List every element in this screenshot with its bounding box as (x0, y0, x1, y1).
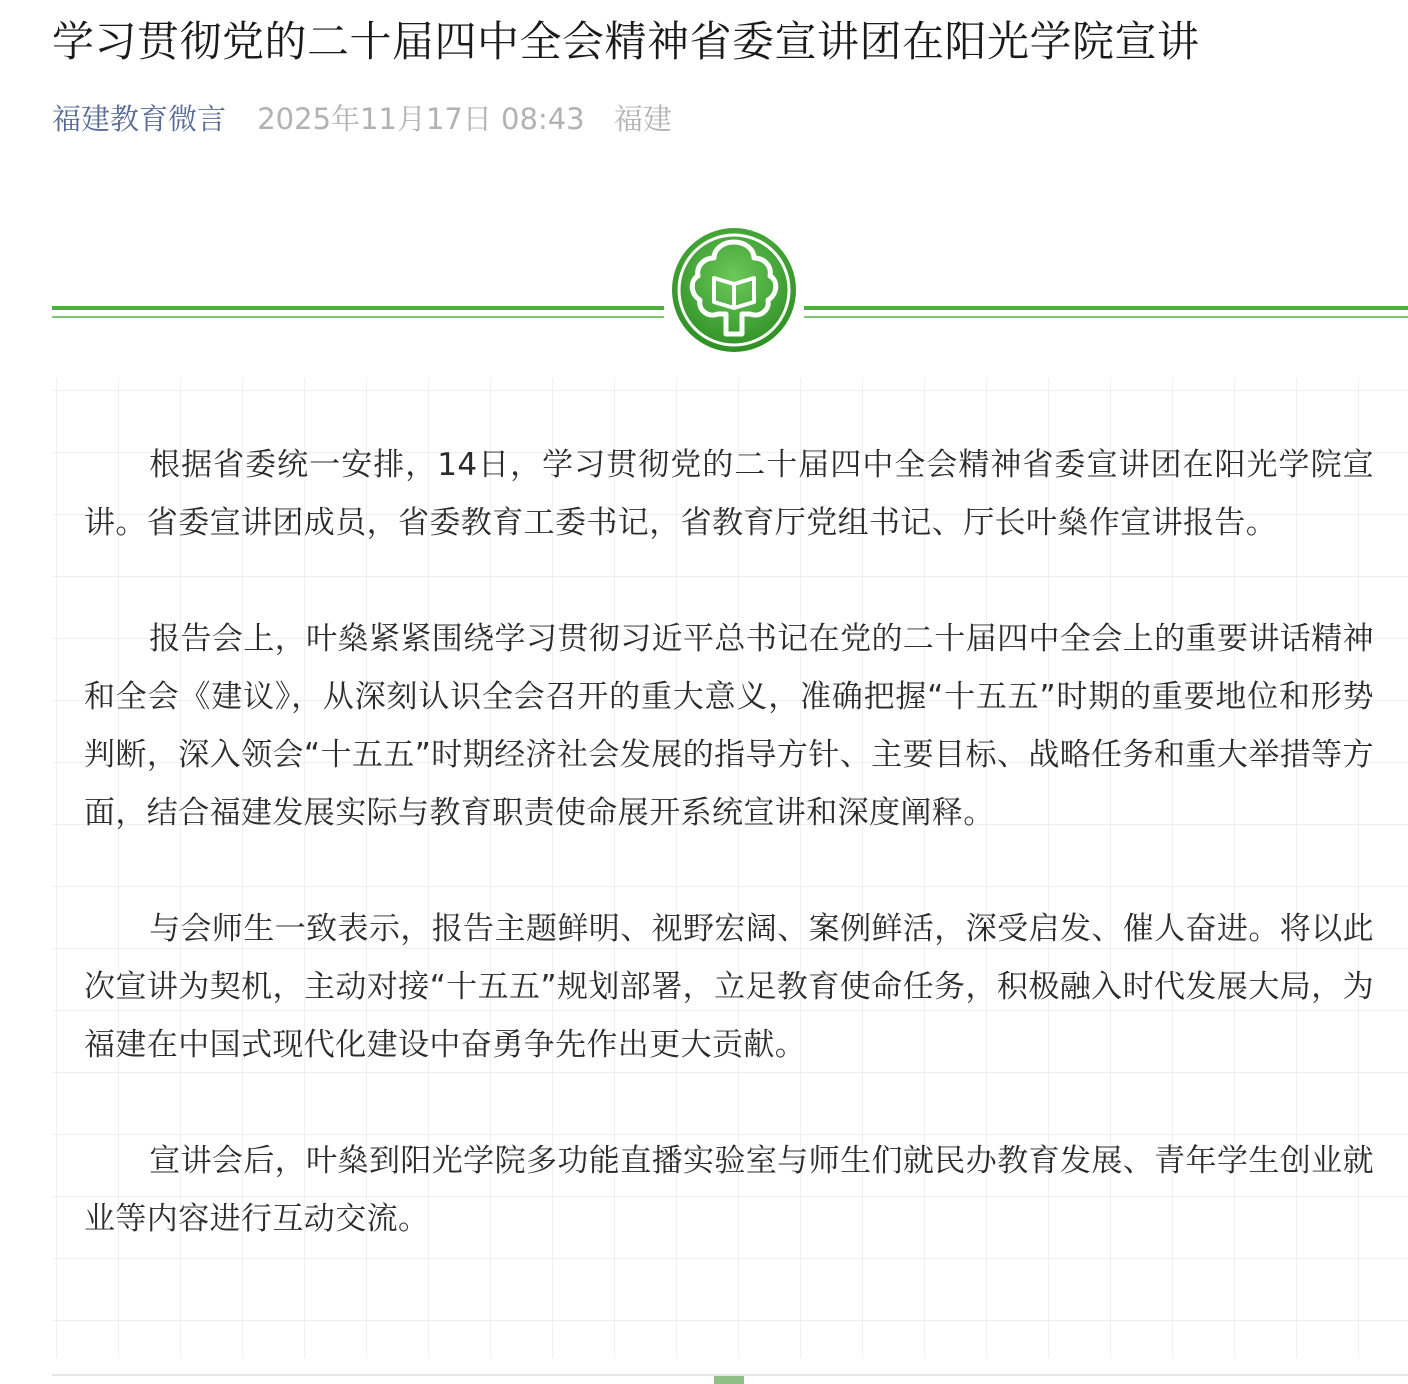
divider-line-left-thin (52, 316, 664, 318)
divider-line-left (52, 306, 664, 310)
article-paragraph: 报告会上，叶燊紧紧围绕学习贯彻习近平总书记在党的二十届四中全会上的重要讲话精神和全会《建议》，从深刻认识全会召开的重大意义，准确把握“十五五”时期的重要地位和形势判断，深入领会“十五五”时期经济社会发展的指导方针、主要目标、战略任务和重大举措等方面，结合福建发展实际与教育职责使命展开系统宣讲和深度阐释。 (84, 621, 1374, 831)
account-name-link[interactable]: 福建教育微言 (52, 102, 227, 136)
article-meta (52, 99, 672, 139)
divider-line-right (804, 306, 1408, 310)
publish-date: 2025年11月17日 08:43 (257, 102, 585, 136)
article-title: 学习贯彻党的二十届四中全会精神省委宣讲团在阳光学院宣讲 (52, 17, 1200, 66)
article-body (84, 436, 1374, 1306)
footer-marker (714, 1376, 744, 1384)
tree-book-icon (666, 222, 802, 358)
section-divider-banner (52, 222, 1408, 362)
article-paragraph: 宣讲会后，叶燊到阳光学院多功能直播实验室与师生们就民办教育发展、青年学生创业就业等内容进行互动交流。 (84, 1143, 1374, 1237)
publish-location: 福建 (613, 102, 672, 136)
divider-line-right-thin (804, 316, 1408, 318)
article-paragraph: 根据省委统一安排，14日，学习贯彻党的二十届四中全会精神省委宣讲团在阳光学院宣讲。省委宣讲团成员，省委教育工委书记，省教育厅党组书记、厅长叶燊作宣讲报告。 (84, 447, 1374, 541)
article-paragraph: 与会师生一致表示，报告主题鲜明、视野宏阔、案例鲜活，深受启发、催人奋进。将以此次宣讲为契机，主动对接“十五五”规划部署，立足教育使命任务，积极融入时代发展大局，为福建在中国式现代化建设中奋勇争先作出更大贡献。 (84, 911, 1374, 1063)
